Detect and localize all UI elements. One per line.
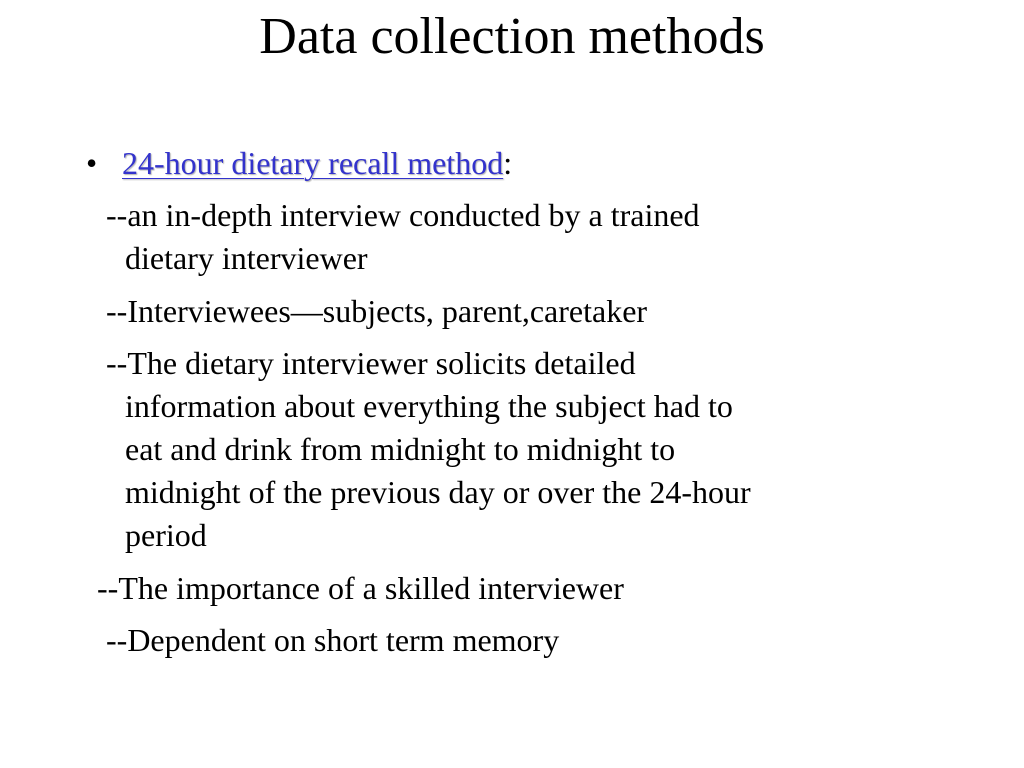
sub-item-solicits	[106, 342, 751, 557]
sub-item-line: information about everything the subject had to	[125, 388, 733, 424]
sub-item-interview	[106, 194, 700, 280]
sub-item-line: period	[125, 517, 207, 553]
sub-item-line: --Interviewees—subjects, parent,caretaker	[106, 293, 648, 329]
bullet-marker: •	[86, 145, 98, 181]
bullet-suffix: :	[503, 145, 513, 181]
sub-item-line: --The dietary interviewer solicits detailed	[106, 345, 636, 381]
sub-item-line: --Dependent on short term memory	[106, 622, 560, 658]
sub-item-line: --The importance of a skilled interviewer	[97, 570, 624, 606]
slide-title: Data collection methods	[259, 8, 765, 65]
sub-item-line: dietary interviewer	[125, 240, 368, 276]
sub-item-interviewees	[106, 290, 647, 333]
sub-item-skilled	[97, 567, 624, 610]
sub-item-line: eat and drink from midnight to midnight to	[125, 431, 676, 467]
sub-item-memory	[106, 619, 559, 662]
bullet-item	[86, 142, 512, 184]
recall-method-link[interactable]: 24-hour dietary recall method	[122, 145, 504, 181]
sub-item-line: --an in-depth interview conducted by a trained	[106, 197, 700, 233]
sub-item-line: midnight of the previous day or over the 24-hour	[125, 474, 751, 510]
